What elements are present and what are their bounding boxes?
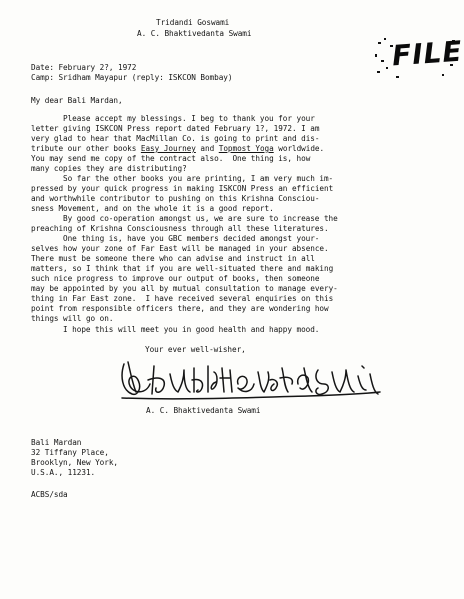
body-line: So far the other books you are printing, I am very much im- — [63, 174, 334, 183]
body-line: selves how your zone of Far East will be managed in your absence. — [31, 244, 329, 253]
salutation: My dear Bali Mardan, — [31, 96, 123, 105]
body-line: By good co-operation amongst us, we are sure to increase the — [63, 214, 338, 223]
body-line: sness Movement, and on the whole it is a good report. — [31, 204, 274, 213]
address-line: Brooklyn, New York, — [31, 458, 118, 467]
body-line: many copies they are distributing? — [31, 164, 187, 173]
camp-line: Camp: Sridham Mayapur (reply: ISKCON Bombay) — [31, 73, 233, 82]
book-title-topmost-yoga: Topmost Yoga — [218, 144, 274, 153]
initials: ACBS/sda — [31, 490, 68, 499]
body-line: There must be someone there who can advise and instruct in all — [31, 254, 315, 263]
file-stamp: FILE — [390, 34, 464, 73]
address-line: Bali Mardan — [31, 438, 82, 447]
sender-name: Tridandi Goswami — [156, 18, 230, 27]
body-line: letter giving ISKCON Press report dated February 1?, 1972. I am — [31, 124, 320, 133]
body-line: such nice progress to improve our output of books, then someone — [31, 274, 320, 283]
body-line: point from responsible officers there, and they are wondering how — [31, 304, 329, 313]
body-line: pressed by your quick progress in making ISKCON Press an efficient — [31, 184, 334, 193]
date-line: Date: February 2?, 1972 — [31, 63, 137, 72]
body-line: Please accept my blessings. I beg to thank you for your — [63, 114, 315, 123]
closing: Your ever well-wisher, — [145, 345, 246, 354]
body-line: preaching of Krishna Consciousness through all these literatures. — [31, 224, 329, 233]
handwritten-signature — [118, 354, 383, 406]
body-line: very glad to hear that MacMillan Co. is going to print and dis- — [31, 134, 320, 143]
body-line: things will go on. — [31, 314, 114, 323]
body-line: and worthwhile contributor to pushing on this Krishna Consciou- — [31, 194, 320, 203]
body-line: You may send me copy of the contract also. One thing is, how — [31, 154, 311, 163]
body-line: tribute our other books Easy Journey and Topmost Yoga worldwide. — [31, 144, 325, 153]
body-line: matters, so I think that if you are well-situated there and making — [31, 264, 334, 273]
book-title-easy-journey: Easy Journey — [140, 144, 196, 153]
signature-name: A. C. Bhaktivedanta Swami — [146, 406, 261, 415]
body-line: I hope this will meet you in good health and happy mood. — [63, 325, 320, 334]
address-line: 32 Tiffany Place, — [31, 448, 109, 457]
body-line: thing in Far East zone. I have received several enquiries on this — [31, 294, 334, 303]
body-line: may be appointed by you all by mutual consultation to manage every- — [31, 284, 338, 293]
address-line: U.S.A., 11231. — [31, 468, 96, 477]
body-line: One thing is, have you GBC members decided amongst your- — [63, 234, 320, 243]
sender-title: A. C. Bhaktivedanta Swami — [137, 29, 252, 38]
